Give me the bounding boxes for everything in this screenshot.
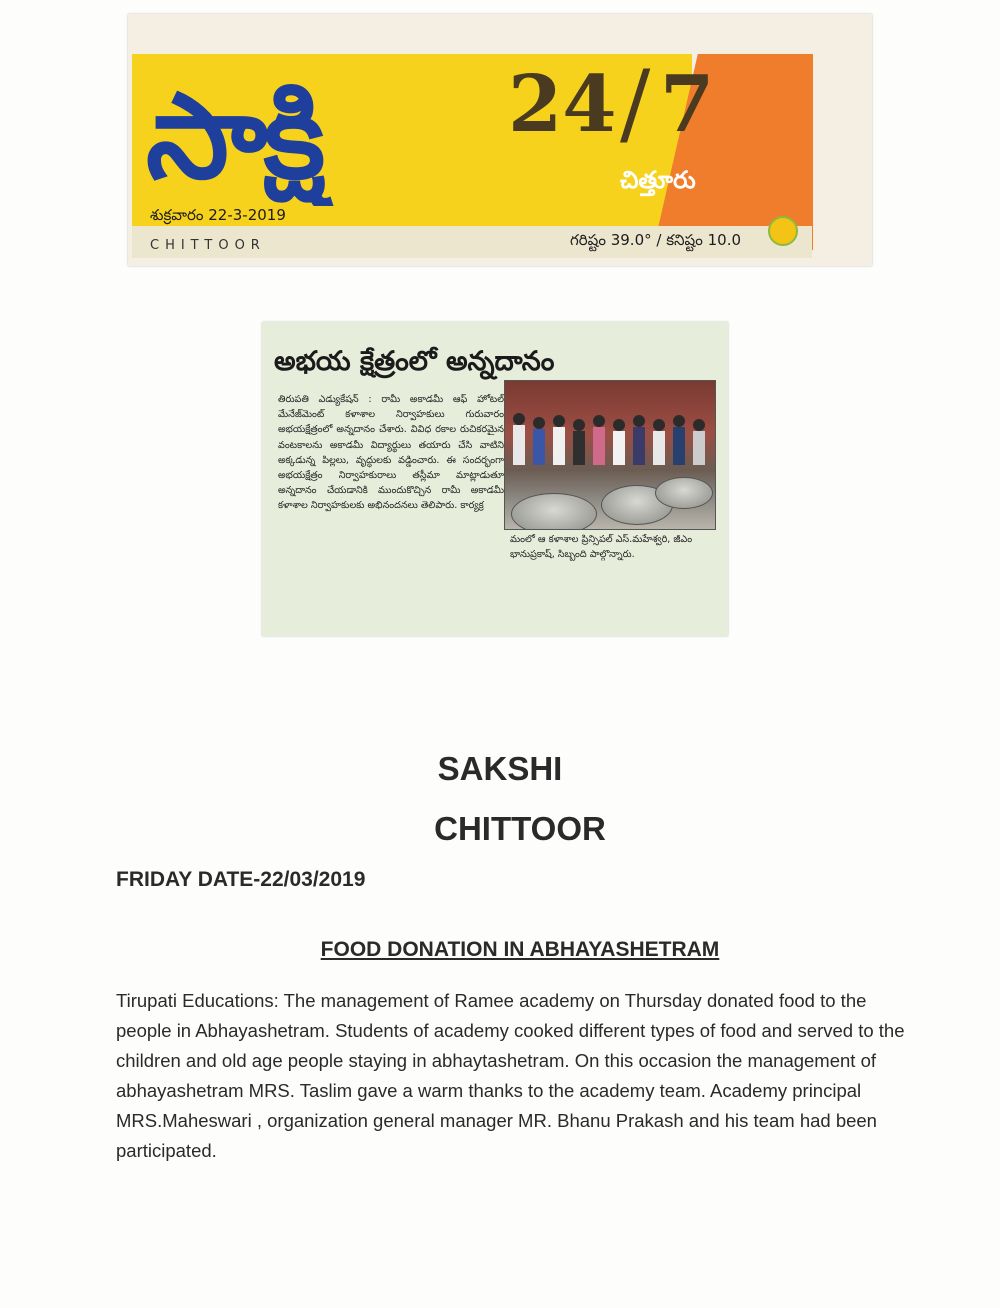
clipping-headline: అభయ క్షేత్రంలో అన్నదానం (274, 346, 555, 377)
transcript-body: Tirupati Educations: The management of Ramee academy on Thursday donated food to the people in Abhayashetram. Students of academy cooked different types of food and served to the children and old age people staying in abhaytashetram. On this occasion the management of abhayashetram MRS. Taslim gave a warm thanks to the academy team. Academy principal MRS.Maheswari , organization general manager MR. Bhanu Prakash and his team had been participated. (116, 990, 905, 1161)
transcript-edition: CHITTOOR (434, 810, 606, 847)
transcript-date: FRIDAY DATE-22/03/2019 (116, 868, 366, 891)
masthead-clipping (128, 14, 872, 266)
masthead-number-7: 7 (660, 59, 715, 150)
article-clipping (262, 322, 728, 636)
cooking-vessel (511, 493, 597, 530)
masthead-slash: / (620, 51, 651, 156)
clipping-photo (504, 380, 716, 530)
transcript-source: SAKSHI (437, 750, 563, 787)
clipping-body: తిరుపతి ఎడ్యుకేషన్ : రామీ అకాడమీ ఆఫ్ హోటల్ మేనేజ్‌మెంట్ కళాశాల నిర్వాహకులు గురువారం అభయక్షేత్రంలో అన్నదానం చేశారు. వివిధ రకాల రుచికరమైన వంటకాలను అకాడమీ విద్యార్థులు తయారు చేసి వాటిని అక్కడున్న పిల్లలు, వృద్ధులకు వడ్డించారు. ఈ సందర్భంగా అభయక్షేత్రం నిర్వాహకురాలు తస్లీమా మాట్లాడుతూ అన్నదానం చేయడానికి ముందుకొచ్చిన రామీ అకాడమీ కళాశాల నిర్వాహకులకు అభినందనలు తెలిపారు. కార్యక్ర (278, 394, 504, 512)
masthead-district-telugu: చిత్తూరు (620, 166, 696, 194)
masthead-edition: CHITTOOR (150, 238, 266, 253)
sun-icon (768, 216, 798, 246)
masthead-temperature: గరిష్టం 39.0° / కనిష్టం 10.0 (570, 231, 742, 249)
cooking-vessel (655, 477, 713, 509)
masthead-number-24: 24 (508, 59, 617, 150)
newspaper-logo: సాక్షి (146, 67, 322, 205)
transcript-headline: FOOD DONATION IN ABHAYASHETRAM (320, 938, 720, 961)
clipping-caption: మంలో ఆ కళాశాల ప్రిన్సిపల్ ఎస్.మహేశ్వరి, జీఎం భానుప్రకాష్, సిబ్బంది పాల్గొన్నారు. (510, 534, 693, 561)
masthead-date: శుక్రవారం 22-3-2019 (150, 206, 286, 224)
